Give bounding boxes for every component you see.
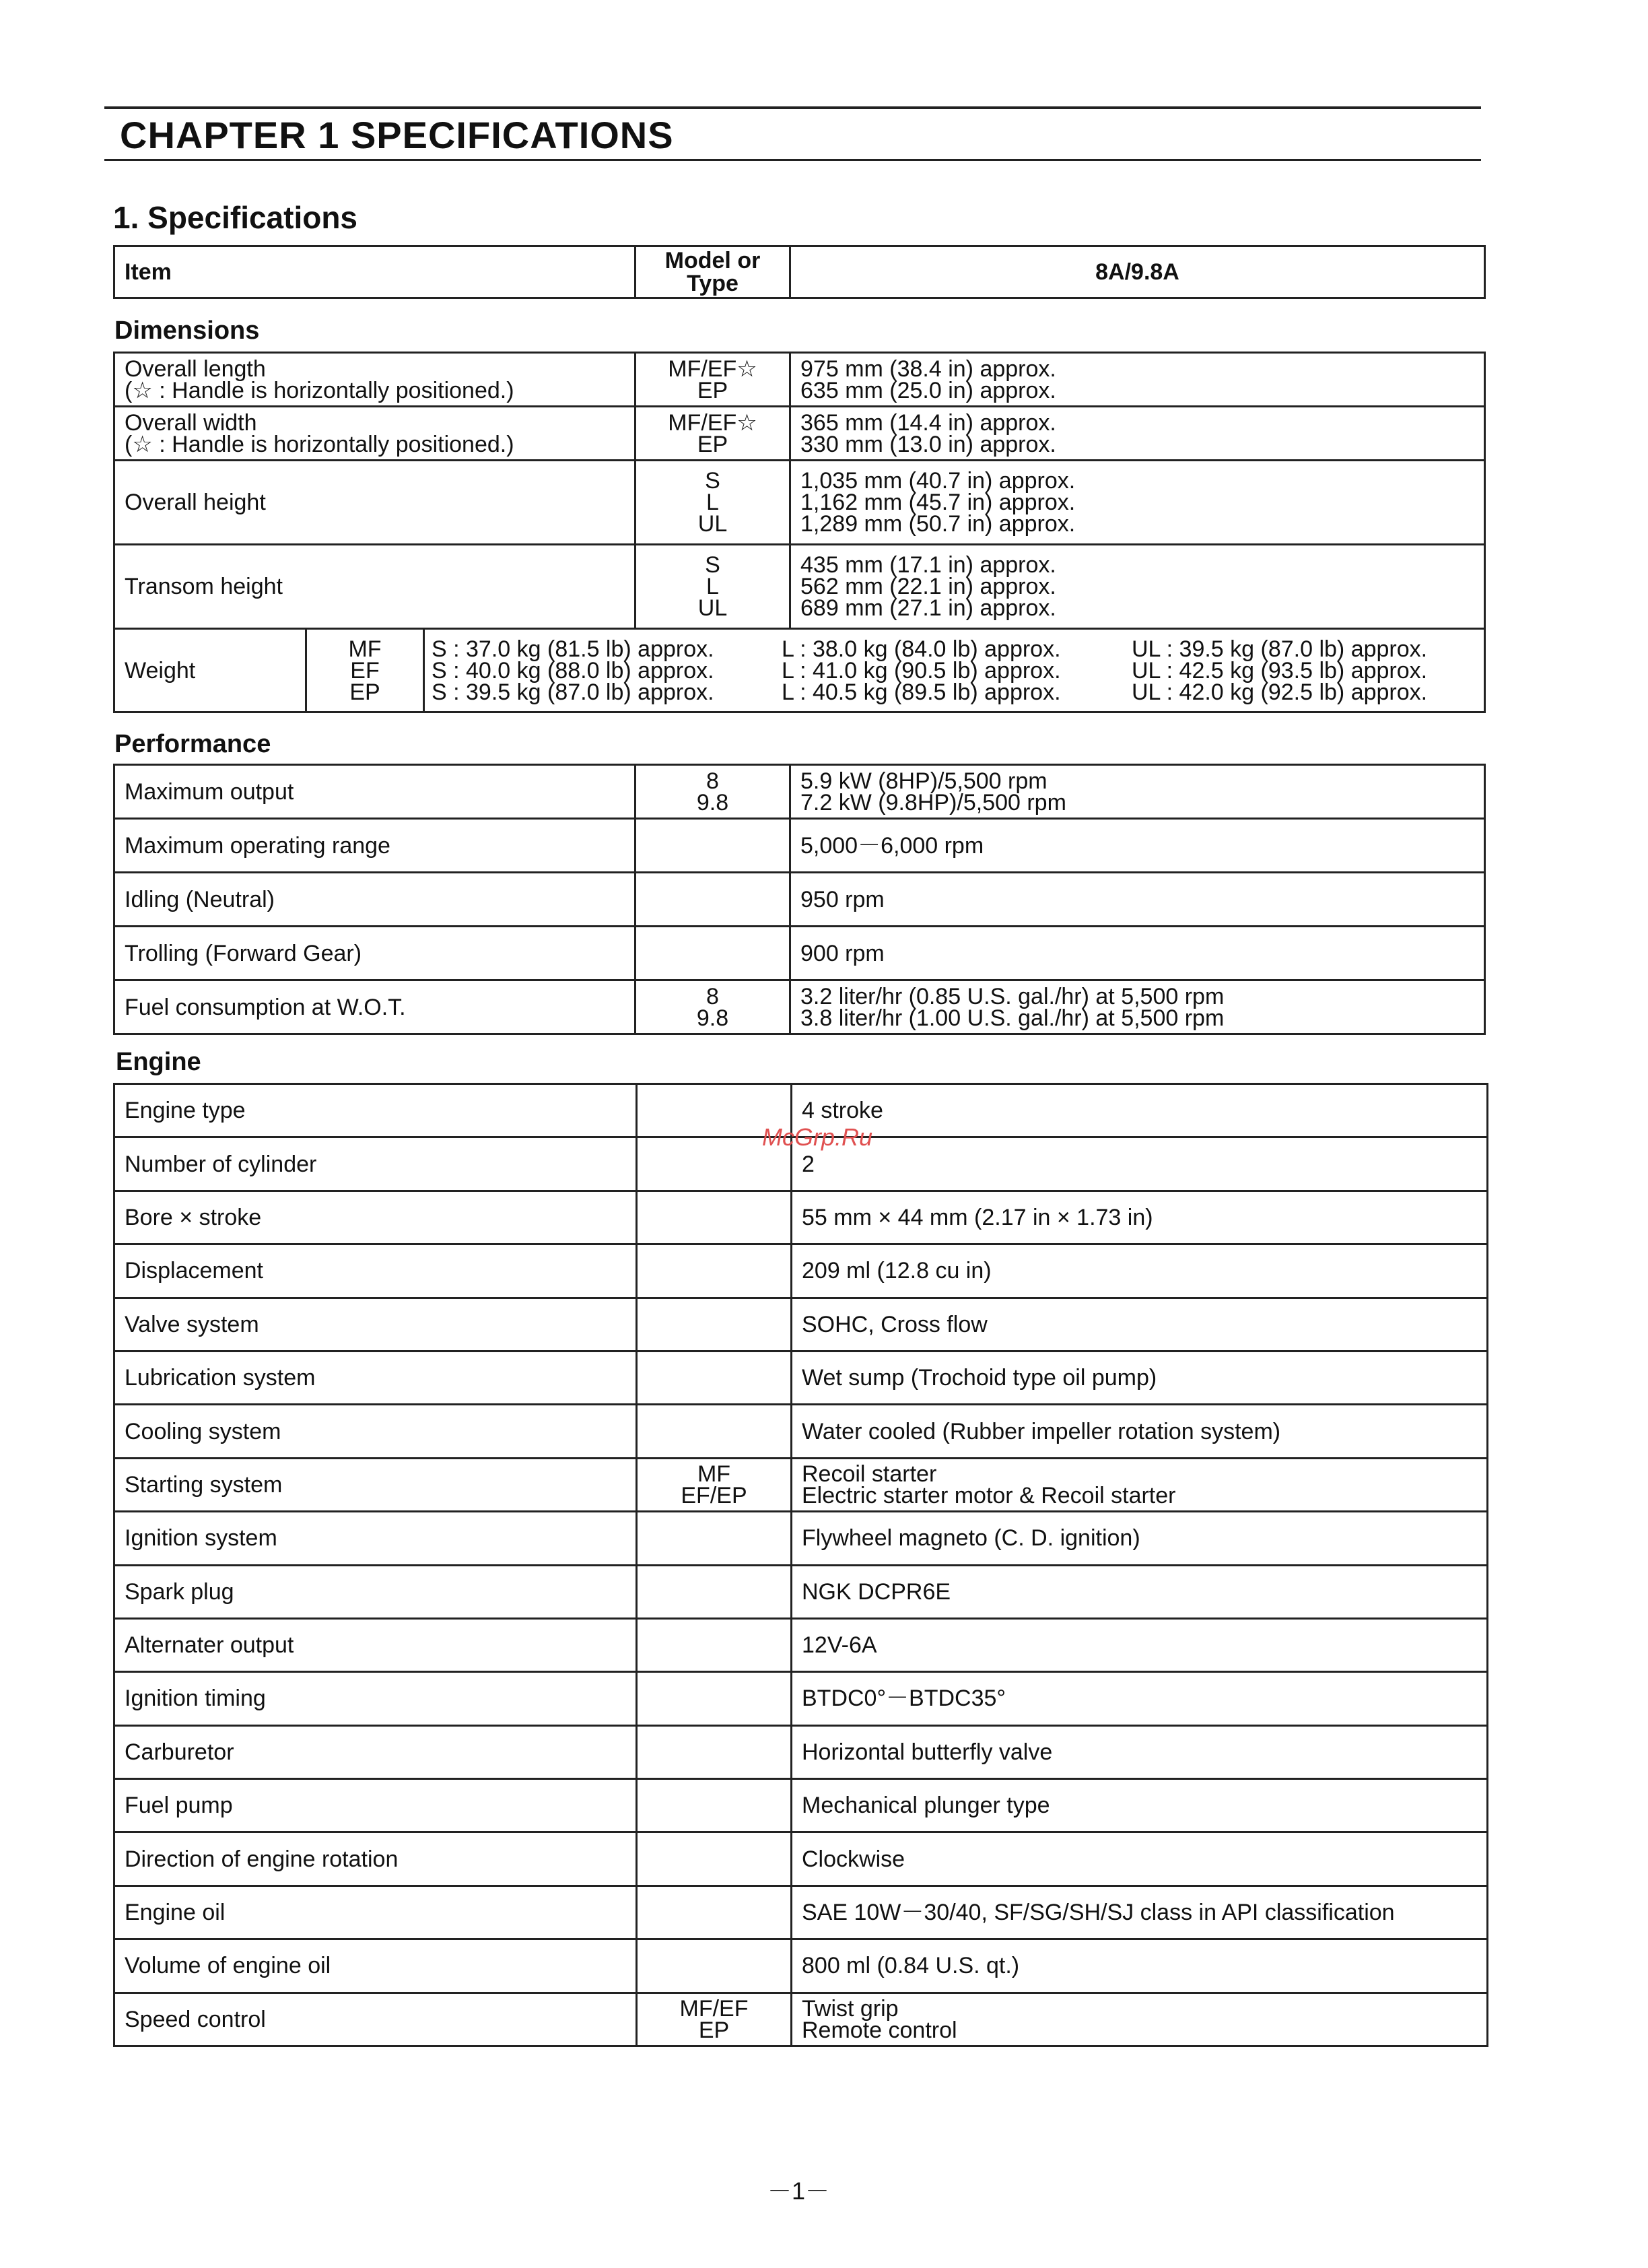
row-weight: Weight MF EF EP S : 37.0 kg (81.5 lb) approx. S : 40.0 kg (88.0 lb) approx. S : 39.5 kg (87.0 lb) approx. L : 38.0 kg (84.0 lb) approx. L : 41.0 kg (90.5 lb) approx. L : 40.5 kg (89.5 lb) approx. UL : 39.5 kg (87.0 lb) approx. UL : 42.5 kg (93.5 lb) approx. UL : 42.0 kg (92.5 lb) approx. <box>114 629 1485 712</box>
spec-value: SAE 10W－30/40, SF/SG/SH/SJ class in API classification <box>792 1886 1488 1939</box>
page-number: －1－ <box>767 2177 830 2205</box>
engine-row <box>114 1672 1488 1725</box>
spec-type <box>637 1618 792 1671</box>
engine-row <box>114 1779 1488 1832</box>
engine-row <box>114 1298 1488 1351</box>
engine-row <box>114 1725 1488 1778</box>
spec-value: Water cooled (Rubber impeller rotation system) <box>792 1405 1488 1458</box>
spec-value: Clockwise <box>792 1832 1488 1886</box>
spec-value: 800 ml (0.84 U.S. qt.) <box>792 1939 1488 1993</box>
row-overall-height: Overall height <box>114 461 636 545</box>
row-max-output: Maximum output <box>114 765 636 819</box>
spec-type <box>637 1886 792 1939</box>
spec-value: Flywheel magneto (C. D. ignition) <box>792 1512 1488 1565</box>
spec-type <box>637 1832 792 1886</box>
spec-label: Spark plug <box>114 1565 637 1618</box>
row-overall-length: Overall length (☆ : Handle is horizontally positioned.) <box>114 353 636 407</box>
row-transom-height: Transom height <box>114 545 636 629</box>
spec-value: 2 <box>792 1137 1488 1191</box>
spec-value: Recoil starter Electric starter motor & Recoil starter <box>792 1458 1488 1511</box>
engine-row <box>114 1886 1488 1939</box>
spec-type <box>637 1725 792 1778</box>
spec-label: Fuel pump <box>114 1779 637 1832</box>
spec-type <box>637 1512 792 1565</box>
spec-label: Alternater output <box>114 1618 637 1671</box>
spec-type <box>637 1191 792 1244</box>
spec-label: Cooling system <box>114 1405 637 1458</box>
spec-value: NGK DCPR6E <box>792 1565 1488 1618</box>
engine-row <box>114 1993 1488 2046</box>
spec-type <box>637 1939 792 1993</box>
section-title: 1. Specifications <box>113 200 358 235</box>
row-max-range: Maximum operating range <box>114 819 636 873</box>
dimensions-title: Dimensions <box>114 316 260 345</box>
row-idling: Idling (Neutral) <box>114 873 636 927</box>
spec-label: Displacement <box>114 1244 637 1298</box>
spec-value: 12V-6A <box>792 1618 1488 1671</box>
engine-row <box>114 1832 1488 1886</box>
spec-type <box>637 1298 792 1351</box>
spec-value: BTDC0°－BTDC35° <box>792 1672 1488 1725</box>
header-model: 8A/9.8A <box>790 246 1485 298</box>
spec-type <box>637 1244 792 1298</box>
engine-row <box>114 1244 1488 1298</box>
engine-row <box>114 1939 1488 1993</box>
spec-value: Wet sump (Trochoid type oil pump) <box>792 1351 1488 1404</box>
spec-label: Speed control <box>114 1993 637 2046</box>
spec-label: Engine oil <box>114 1886 637 1939</box>
spec-type <box>637 1351 792 1404</box>
spec-value: Twist grip Remote control <box>792 1993 1488 2046</box>
performance-title: Performance <box>114 730 271 758</box>
spec-value: SOHC, Cross flow <box>792 1298 1488 1351</box>
header-table <box>113 245 1486 299</box>
engine-row <box>114 1405 1488 1458</box>
engine-row <box>114 1618 1488 1671</box>
spec-label: Ignition system <box>114 1512 637 1565</box>
spec-label: Lubrication system <box>114 1351 637 1404</box>
spec-value: 55 mm × 44 mm (2.17 in × 1.73 in) <box>792 1191 1488 1244</box>
spec-label: Ignition timing <box>114 1672 637 1725</box>
spec-label: Carburetor <box>114 1725 637 1778</box>
row-trolling: Trolling (Forward Gear) <box>114 927 636 980</box>
engine-row <box>114 1191 1488 1244</box>
spec-value: 4 stroke <box>792 1084 1488 1137</box>
row-fuel-consumption: Fuel consumption at W.O.T. <box>114 980 636 1034</box>
spec-type <box>637 1672 792 1725</box>
dimensions-table: Overall length (☆ : Handle is horizontally positioned.) MF/EF☆ EP 975 mm (38.4 in) approx. 635 mm (25.0 in) approx. Overall width (☆ : Handle is horizontally positioned.) MF/EF☆ EP 365 mm (14.4 in) approx. 330 mm (13.0 in) approx. Overall height S L UL 1,035 mm (40.7 in) approx. 1,162 mm (45.7 in) approx. 1,289 mm (50.7 in) approx. Transom height S L UL 435 mm (17.1 in) approx. 562 mm (22.1 in) approx. 689 mm (27.1 in) approx. Weight MF EF EP S : 37.0 kg (81.5 lb) approx. S : 40.0 kg (88.0 lb) approx. S : 39.5 kg (87.0 lb) approx. L : 38.0 kg (84.0 lb) approx. L : 41.0 kg (90.5 lb) approx. L : 40.5 kg (89.5 lb) approx. UL : 39.5 kg (87.0 lb) approx. UL : 42.5 kg (93.5 lb) approx. UL : 42.0 kg (92.5 lb) approx. <box>113 352 1486 713</box>
spec-type <box>637 1779 792 1832</box>
row-overall-width: Overall width (☆ : Handle is horizontally positioned.) <box>114 407 636 461</box>
spec-type <box>637 1405 792 1458</box>
header-model-type: Model or Type <box>636 246 790 298</box>
engine-row <box>114 1458 1488 1511</box>
spec-value: 209 ml (12.8 cu in) <box>792 1244 1488 1298</box>
performance-table: Maximum output 8 9.8 5.9 kW (8HP)/5,500 rpm 7.2 kW (9.8HP)/5,500 rpm Maximum operating range 5,000－6,000 rpm Idling (Neutral) 950 rpm Trolling (Forward Gear) 900 rpm Fuel consumption at W.O.T. 8 9.8 3.2 liter/hr (0.85 U.S. gal./hr) at 5,500 rpm 3.8 liter/hr (1.00 U.S. gal./hr) at 5,500 rpm <box>113 764 1486 1035</box>
spec-type <box>637 1565 792 1618</box>
spec-label: Volume of engine oil <box>114 1939 637 1993</box>
spec-value: Horizontal butterfly valve <box>792 1725 1488 1778</box>
engine-row <box>114 1351 1488 1404</box>
engine-title: Engine <box>116 1048 201 1076</box>
spec-label: Direction of engine rotation <box>114 1832 637 1886</box>
top-rule <box>104 106 1481 109</box>
watermark: McGrp.Ru <box>762 1123 873 1151</box>
spec-label: Starting system <box>114 1458 637 1511</box>
engine-row <box>114 1565 1488 1618</box>
spec-label: Valve system <box>114 1298 637 1351</box>
spec-label: Number of cylinder <box>114 1137 637 1191</box>
engine-row <box>114 1512 1488 1565</box>
engine-table <box>113 1083 1488 2047</box>
spec-value: Mechanical plunger type <box>792 1779 1488 1832</box>
spec-type: MF EF/EP <box>637 1458 792 1511</box>
spec-label: Engine type <box>114 1084 637 1137</box>
chapter-title: CHAPTER 1 SPECIFICATIONS <box>120 114 674 156</box>
title-rule <box>104 159 1481 161</box>
spec-label: Bore × stroke <box>114 1191 637 1244</box>
header-item: Item <box>114 246 636 298</box>
spec-type: MF/EF EP <box>637 1993 792 2046</box>
